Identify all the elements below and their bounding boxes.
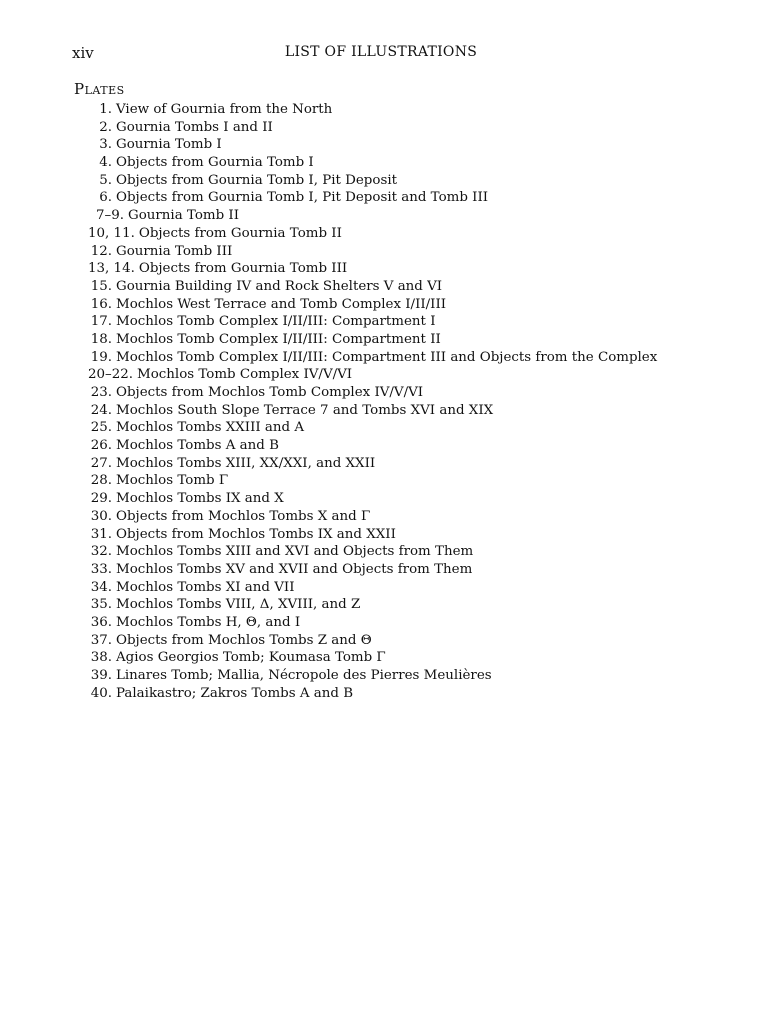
- list-item: [74, 632, 657, 650]
- plate-title: Mochlos South Slope Terrace 7 and Tombs XVI and XIX: [116, 402, 494, 418]
- plate-number: 12.: [90, 243, 112, 259]
- plate-number: 39.: [90, 668, 112, 683]
- plate-title: Objects from Mochlos Tombs Z and Θ: [116, 632, 372, 648]
- plate-title: Palaikastro; Zakros Tombs A and B: [116, 685, 354, 701]
- plate-number: 25.: [90, 420, 112, 436]
- list-item: [74, 331, 657, 349]
- list-item: [74, 384, 657, 402]
- plate-title: Objects from Gournia Tomb I, Pit Deposit and Tomb III: [116, 190, 489, 206]
- section-title: Plates: [74, 80, 125, 98]
- plate-number: 1.: [99, 102, 112, 117]
- list-item: [74, 189, 657, 207]
- page-header: [72, 44, 690, 68]
- list-item: [74, 490, 657, 508]
- plate-number: 28.: [90, 473, 112, 489]
- plate-number: 38.: [90, 650, 112, 666]
- list-item: [74, 119, 657, 137]
- plate-title: Mochlos Tombs XIII, XX/XXI, and XXII: [116, 455, 376, 471]
- list-item: [74, 579, 657, 597]
- plate-title: Gournia Tombs I and II: [116, 119, 273, 135]
- list-item: [74, 225, 657, 243]
- plate-number: 16.: [90, 296, 112, 312]
- list-item: [74, 508, 657, 526]
- plate-number: 27.: [90, 455, 112, 471]
- plate-title: Mochlos Tomb Γ: [116, 473, 229, 489]
- list-item: [74, 402, 657, 420]
- plate-number: 18.: [90, 331, 112, 347]
- list-item: [74, 649, 657, 667]
- plate-title: Mochlos Tombs VIII, Δ, XVIII, and Z: [116, 597, 361, 613]
- plate-title: Gournia Building IV and Rock Shelters V and VI: [116, 278, 443, 294]
- plate-list: [74, 101, 657, 702]
- list-item: [74, 278, 657, 296]
- plate-number: 34.: [90, 579, 112, 595]
- plate-number: 10, 11.: [88, 225, 135, 241]
- plate-number: 15.: [90, 278, 112, 294]
- plate-number: 33.: [90, 561, 112, 577]
- plate-number: 4.: [99, 155, 112, 171]
- plate-title: Gournia Tomb I: [116, 137, 222, 153]
- plate-title: Objects from Gournia Tomb II: [138, 225, 342, 241]
- list-item: [74, 101, 657, 119]
- list-item: [74, 154, 657, 172]
- plate-title: Objects from Mochlos Tomb Complex IV/V/VI: [116, 385, 424, 400]
- plate-number: 7–9.: [96, 208, 124, 224]
- plate-number: 40.: [90, 685, 112, 701]
- plate-title: Mochlos West Terrace and Tomb Complex I/II/III: [116, 296, 447, 312]
- plate-title: Mochlos Tombs XIII and XVI and Objects from Them: [116, 544, 474, 560]
- plate-title: Mochlos Tombs IX and X: [116, 491, 284, 507]
- plate-number: 29.: [90, 491, 112, 507]
- plate-title: Mochlos Tomb Complex I/II/III: Compartment III and Objects from the Complex: [116, 349, 658, 365]
- plate-number: 35.: [90, 597, 112, 613]
- plate-title: Mochlos Tomb Complex I/II/III: Compartment I: [116, 314, 436, 330]
- list-item: [74, 207, 657, 225]
- list-item: [74, 419, 657, 437]
- list-item: [74, 614, 657, 632]
- list-item: [74, 172, 657, 190]
- plate-number: 17.: [90, 314, 112, 330]
- plate-number: 19.: [90, 349, 112, 365]
- list-item: [74, 313, 657, 331]
- list-item: [74, 526, 657, 544]
- list-item: [74, 349, 657, 367]
- plate-number: 37.: [90, 632, 112, 648]
- plate-title: Linares Tomb; Mallia, Nécropole des Pierres Meulières: [116, 668, 492, 683]
- plate-title: Objects from Mochlos Tombs IX and XXII: [116, 526, 396, 542]
- list-item: [74, 296, 657, 314]
- plate-number: 26.: [90, 438, 112, 454]
- plate-title: View of Gournia from the North: [116, 102, 333, 117]
- list-item: [74, 243, 657, 261]
- list-item: [74, 561, 657, 579]
- plate-number: 32.: [90, 544, 112, 560]
- plate-title: Gournia Tomb III: [116, 243, 233, 259]
- plate-title: Objects from Gournia Tomb I: [116, 155, 314, 171]
- list-item: [74, 472, 657, 490]
- page-number: xiv: [72, 44, 94, 62]
- plate-number: 6.: [99, 190, 112, 206]
- plate-number: 3.: [99, 137, 112, 153]
- running-title: LIST OF ILLUSTRATIONS: [284, 44, 478, 60]
- plate-title: Mochlos Tombs XV and XVII and Objects from Them: [116, 561, 473, 577]
- plate-title: Agios Georgios Tomb; Koumasa Tomb Γ: [116, 650, 386, 666]
- plate-number: 24.: [90, 402, 112, 418]
- list-item: [74, 667, 657, 685]
- list-item: [74, 543, 657, 561]
- plate-title: Mochlos Tomb Complex I/II/III: Compartment II: [116, 331, 441, 347]
- plate-title: Mochlos Tomb Complex IV/V/VI: [137, 367, 353, 383]
- plate-title: Mochlos Tombs A and B: [116, 438, 279, 454]
- plate-number: 31.: [90, 526, 112, 542]
- plate-title: Mochlos Tombs H, Θ, and I: [116, 614, 301, 630]
- plate-number: 5.: [99, 172, 112, 188]
- plate-number: 23.: [90, 385, 112, 400]
- plate-number: 30.: [90, 508, 112, 524]
- plate-title: Mochlos Tombs XI and VII: [116, 579, 295, 595]
- list-item: [74, 437, 657, 455]
- plate-number: 2.: [99, 119, 112, 135]
- plate-title: Objects from Gournia Tomb I, Pit Deposit: [116, 172, 397, 188]
- plate-title: Objects from Gournia Tomb III: [138, 261, 348, 277]
- list-item: [74, 685, 657, 703]
- plate-number: 36.: [90, 614, 112, 630]
- list-item: [74, 260, 657, 278]
- list-item: [74, 366, 657, 384]
- list-item: [74, 596, 657, 614]
- plate-title: Objects from Mochlos Tombs X and Γ: [116, 508, 371, 524]
- list-item: [74, 136, 657, 154]
- plate-title: Mochlos Tombs XXIII and A: [116, 420, 305, 436]
- list-item: [74, 455, 657, 473]
- plate-number: 13, 14.: [88, 261, 135, 277]
- plate-number: 20–22.: [88, 367, 134, 383]
- plate-title: Gournia Tomb II: [128, 208, 239, 224]
